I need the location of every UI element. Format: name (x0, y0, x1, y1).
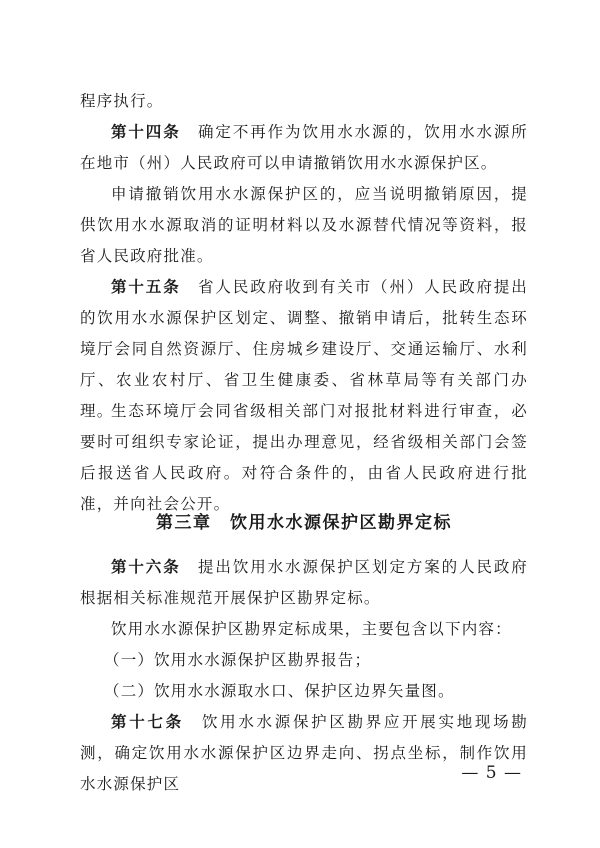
article-number: 第十四条 (111, 123, 181, 141)
list-item-1 (104, 645, 528, 676)
article-number: 第十六条 (111, 558, 181, 576)
paragraph-text: 确定不再作为饮用水水源的，饮用水水源所在地市（州）人民政府可以申请撤销饮用水水源保护区。 (80, 123, 528, 172)
paragraph-text: 程序执行。 (80, 92, 164, 110)
paragraph-text: 饮用水水源保护区勘界定标成果，主要包含以下内容： (111, 620, 512, 638)
list-item-2 (104, 676, 528, 707)
article-number: 第十七条 (111, 713, 184, 731)
paragraph-results (80, 614, 528, 645)
paragraph-revocation (80, 179, 528, 272)
paragraph-text: 饮用水水源保护区勘界应开展实地现场勘测，确定饮用水水源保护区边界走向、拐点坐标，制作饮用水水源保护区 (80, 713, 528, 793)
paragraph-text: 省人民政府收到有关市（州）人民政府提出的饮用水水源保护区划定、调整、撤销申请后，批转生态环境厅会同自然资源厅、住房城乡建设厅、交通运输厅、水利厅、农业农村厅、省卫生健康委、省林草局等有关部门办理。 (80, 278, 528, 420)
article-number: 第十五条 (111, 278, 181, 296)
paragraph-text: 生态环境厅会同省级相关部门对报批材料进行审查，必要时可组织专家论证，提出办理意见，经省级相关部门会签后报送省人民政府。对符合条件的，由省人民政府进行批准，并向社会公开。 (80, 402, 528, 513)
paragraph-text: 申请撤销饮用水水源保护区的，应当说明撤销原因，提供饮用水水源取消的证明材料以及水源替代情况等资料，报省人民政府批准。 (80, 185, 528, 265)
article-17 (80, 707, 528, 800)
paragraph-text: 提出饮用水水源保护区划定方案的人民政府根据相关标准规范开展保护区勘界定标。 (80, 558, 528, 607)
article-14 (80, 117, 528, 179)
paragraph-review (80, 396, 528, 520)
page-number: — 5 — (461, 763, 522, 783)
paragraph-text: （二）饮用水水源取水口、保护区边界矢量图。 (104, 682, 455, 700)
article-16 (80, 552, 528, 614)
chapter-heading: 第三章 饮用水水源保护区勘界定标 (156, 513, 452, 533)
paragraph-text: （一）饮用水水源保护区勘界报告； (104, 651, 372, 669)
paragraph-continuation (80, 86, 528, 117)
